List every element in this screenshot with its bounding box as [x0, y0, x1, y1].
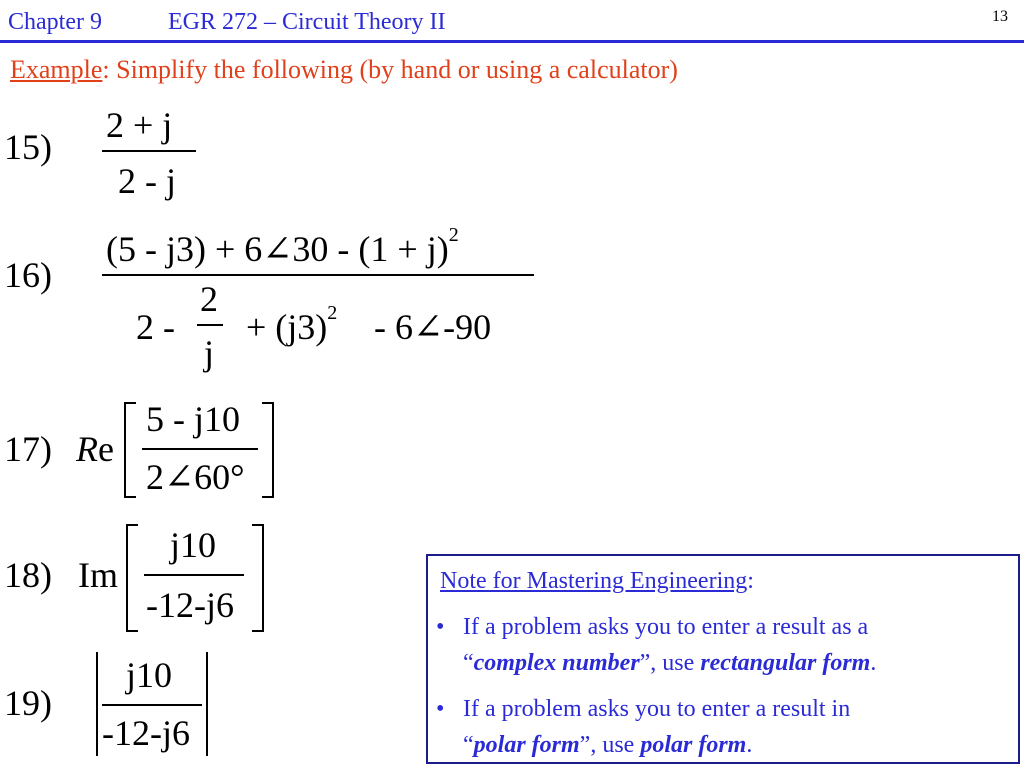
example-line — [10, 55, 678, 85]
problem-15-fraction-bar — [102, 150, 196, 152]
note-bullet-1: • — [436, 614, 445, 640]
problem-18-denominator: -12-j6 — [146, 585, 234, 625]
note-title: Note for Mastering Engineering: — [440, 568, 754, 594]
example-label: Example — [10, 55, 103, 84]
chapter-label: Chapter 9 — [8, 9, 102, 35]
course-title: EGR 272 – Circuit Theory II — [168, 9, 446, 35]
problem-16-den-lead: 2 - — [136, 307, 175, 347]
problem-16-den-tail: - 6∠-90 — [374, 307, 492, 347]
problem-16-inner-den: j — [204, 333, 215, 373]
problem-17-function: Re — [76, 429, 114, 469]
problem-19-fraction-bar — [102, 704, 202, 706]
problem-17-numerator: 5 - j10 — [146, 399, 240, 439]
note-item-1-line-1: If a problem asks you to enter a result as a — [463, 614, 869, 640]
problem-19-abs-right — [206, 652, 208, 756]
problem-18-left-bracket — [126, 524, 138, 632]
problem-18-fraction-bar — [144, 574, 244, 576]
problem-15-number: 15) — [4, 127, 52, 167]
problem-17-denominator: 2∠60° — [146, 457, 245, 497]
problem-19-denominator: -12-j6 — [102, 713, 190, 753]
note-item-1-line-2: “complex number”, use rectangular form. — [463, 650, 877, 676]
problem-15-denominator: 2 - j — [118, 161, 176, 201]
problem-16-inner-num: 2 — [200, 279, 218, 319]
problem-16-numerator: (5 - j3) + 6∠30 - $(1 + j)^2$ — [106, 224, 459, 269]
problem-19-abs-left — [96, 652, 98, 756]
problem-15-numerator: 2 + j — [106, 105, 173, 145]
note-item-2-line-2: “polar form”, use polar form. — [463, 732, 753, 758]
mastering-engineering-note — [426, 554, 1020, 764]
problem-16-inner-bar — [197, 324, 223, 326]
problem-18-function: Im — [78, 555, 118, 595]
example-text: : Simplify the following (by hand or using a calculator) — [102, 55, 678, 84]
problem-19-numerator: j10 — [126, 655, 173, 695]
problem-16-main-bar — [102, 274, 534, 276]
problem-17-fraction-bar — [142, 448, 258, 450]
problem-16-number: 16) — [4, 255, 52, 295]
header-rule — [0, 40, 1024, 43]
problem-18-right-bracket — [252, 524, 264, 632]
note-item-2-line-1: If a problem asks you to enter a result in — [463, 696, 851, 722]
problem-18-number: 18) — [4, 555, 52, 595]
problem-16-den-mid: + $(j3)^2$ — [246, 302, 338, 347]
problem-19-number: 19) — [4, 683, 52, 723]
problem-17-right-bracket — [262, 402, 274, 498]
problem-18-numerator: j10 — [170, 525, 217, 565]
problem-17-number: 17) — [4, 429, 52, 469]
page-number: 13 — [992, 8, 1008, 25]
problem-17-left-bracket — [124, 402, 136, 498]
note-bullet-2: • — [436, 696, 445, 722]
